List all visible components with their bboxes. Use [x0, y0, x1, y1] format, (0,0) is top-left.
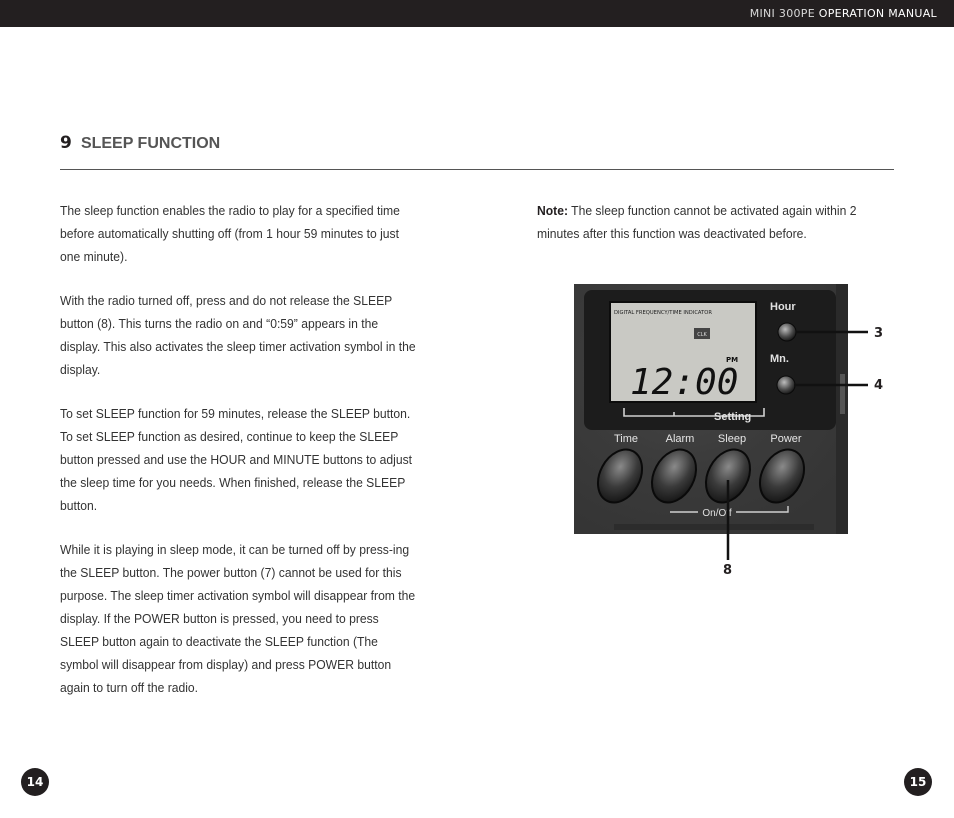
note-block	[537, 199, 897, 245]
header-model: MINI 300PE	[749, 7, 815, 20]
body-column	[60, 199, 420, 720]
setting-label: Setting	[714, 411, 752, 423]
section-number: 9	[60, 133, 72, 153]
button-label-alarm: Alarm	[665, 433, 695, 445]
note-text: The sleep function cannot be activated again within 2 minutes after this function was deactivated before.	[537, 203, 857, 241]
section-heading	[60, 133, 220, 153]
callout-8: 8	[723, 563, 733, 578]
pm-indicator: PM	[726, 356, 739, 364]
clock-readout: 12:00	[630, 362, 739, 403]
paragraph-turnoff: While it is playing in sleep mode, it can be turned off by press-ing the SLEEP button. The power button (7) cannot be used for this purpose. The sleep timer activation symbol will disappear from the display. If the POWER button is pressed, you need to press SLEEP button again to deactivate the SLEEP function (The symbol will disappear from display) and press POWER button again to turn off the radio.	[60, 542, 416, 695]
header-manual: OPERATION MANUAL	[818, 7, 937, 20]
button-label-sleep: Sleep	[717, 433, 747, 445]
page-number-right: 15	[904, 768, 932, 796]
min-label: Mn.	[770, 353, 789, 365]
callout-4: 4	[874, 378, 884, 393]
button-label-time: Time	[613, 433, 639, 445]
clock-symbol-label: CLK	[697, 332, 707, 338]
callout-lines	[574, 284, 904, 574]
paragraph-intro: The sleep function enables the radio to play for a specified time before automatically shutting off (from 1 hour 59 minutes to just one minute).	[60, 203, 400, 264]
paragraph-set: To set SLEEP function for 59 minutes, release the SLEEP button. To set SLEEP function as desired, continue to keep the SLEEP button pressed and use the HOUR and MINUTE buttons to adjust the sleep time for you needs. When finished, release the SLEEP button.	[60, 406, 413, 513]
button-label-power: Power	[770, 433, 802, 445]
section-title: SLEEP FUNCTION	[80, 135, 221, 152]
section-divider	[60, 169, 894, 170]
page-number-left: 14	[21, 768, 49, 796]
header-title	[750, 7, 937, 20]
callout-3: 3	[874, 326, 884, 341]
display-caption: DIGITAL FREQUENCY/TIME INDICATOR	[614, 310, 712, 316]
header-bar	[0, 0, 954, 27]
hour-label: Hour	[770, 301, 796, 313]
note-label: Note:	[537, 203, 569, 218]
onoff-label: On/Off	[702, 508, 732, 519]
paragraph-activate: With the radio turned off, press and do not release the SLEEP button (8). This turns the radio on and “0:59” appears in the display. This also activates the sleep timer activation symbol in the display.	[60, 293, 416, 377]
